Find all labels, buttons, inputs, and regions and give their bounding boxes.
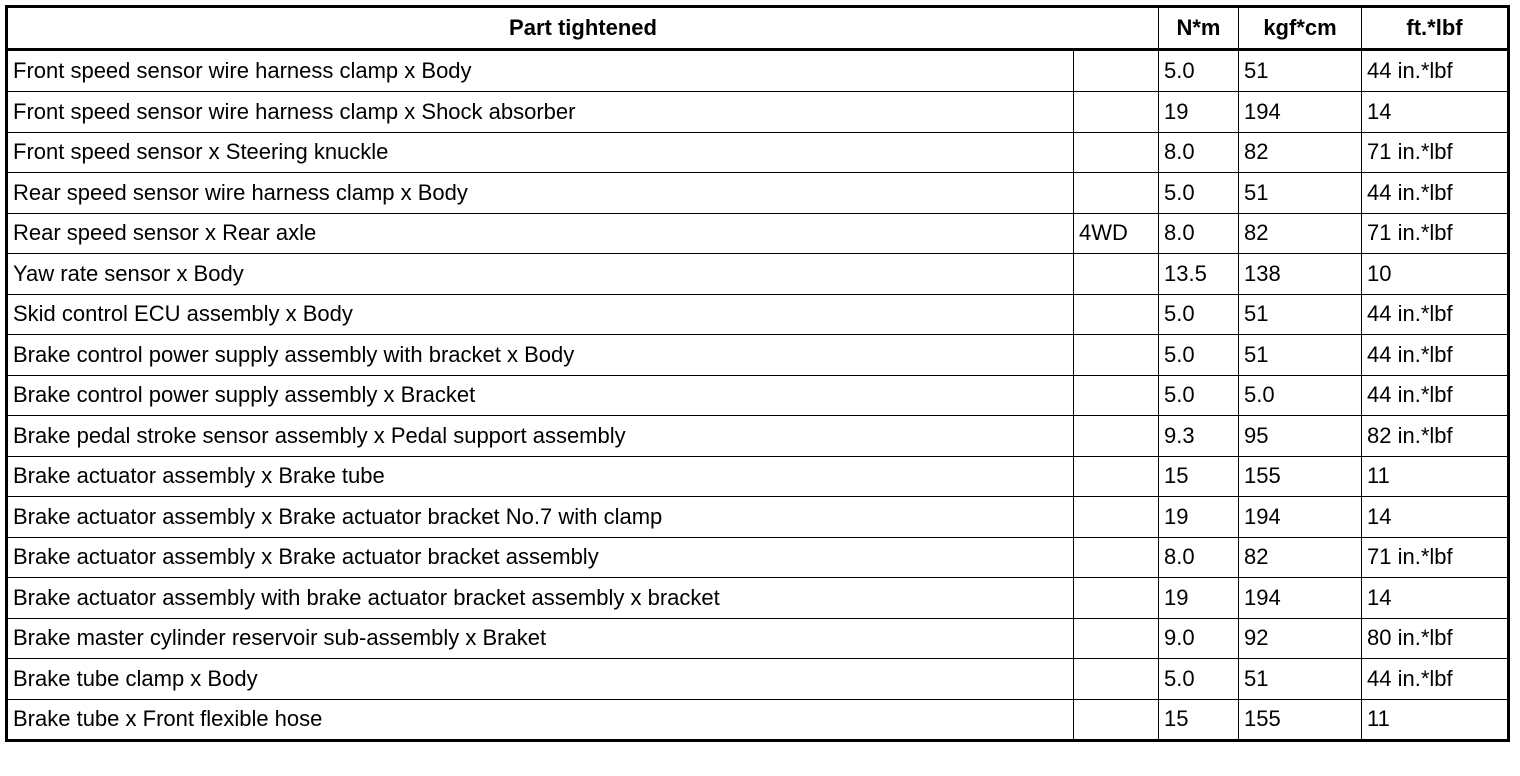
ftlbf-cell: 44 in.*lbf xyxy=(1362,335,1509,376)
kgfcm-cell: 194 xyxy=(1239,578,1362,619)
table-row xyxy=(7,416,1509,457)
kgfcm-cell: 92 xyxy=(1239,618,1362,659)
note-cell xyxy=(1074,50,1159,92)
kgfcm-cell: 155 xyxy=(1239,456,1362,497)
part-cell: Front speed sensor x Steering knuckle xyxy=(7,132,1074,173)
ftlbf-cell: 44 in.*lbf xyxy=(1362,659,1509,700)
nm-cell: 15 xyxy=(1159,456,1239,497)
part-cell: Brake actuator assembly with brake actuator bracket assembly x bracket xyxy=(7,578,1074,619)
note-cell xyxy=(1074,173,1159,214)
note-cell xyxy=(1074,497,1159,538)
note-cell xyxy=(1074,578,1159,619)
kgfcm-cell: 51 xyxy=(1239,173,1362,214)
nm-cell: 5.0 xyxy=(1159,294,1239,335)
part-cell: Brake pedal stroke sensor assembly x Pedal support assembly xyxy=(7,416,1074,457)
part-cell: Brake tube x Front flexible hose xyxy=(7,699,1074,741)
nm-cell: 8.0 xyxy=(1159,213,1239,254)
note-cell xyxy=(1074,132,1159,173)
note-cell xyxy=(1074,335,1159,376)
nm-cell: 9.0 xyxy=(1159,618,1239,659)
nm-cell: 5.0 xyxy=(1159,375,1239,416)
nm-cell: 8.0 xyxy=(1159,132,1239,173)
note-cell xyxy=(1074,92,1159,133)
kgfcm-cell: 51 xyxy=(1239,294,1362,335)
kgfcm-cell: 51 xyxy=(1239,50,1362,92)
part-cell: Front speed sensor wire harness clamp x Shock absorber xyxy=(7,92,1074,133)
kgfcm-cell: 194 xyxy=(1239,497,1362,538)
ftlbf-cell: 14 xyxy=(1362,497,1509,538)
table-row xyxy=(7,173,1509,214)
table-row xyxy=(7,213,1509,254)
table-row xyxy=(7,335,1509,376)
header-ftlbf: ft.*lbf xyxy=(1362,7,1509,50)
part-cell: Brake tube clamp x Body xyxy=(7,659,1074,700)
note-cell xyxy=(1074,537,1159,578)
kgfcm-cell: 95 xyxy=(1239,416,1362,457)
part-cell: Brake master cylinder reservoir sub-assembly x Braket xyxy=(7,618,1074,659)
table-row xyxy=(7,50,1509,92)
part-cell: Brake actuator assembly x Brake actuator bracket No.7 with clamp xyxy=(7,497,1074,538)
part-cell: Brake actuator assembly x Brake actuator bracket assembly xyxy=(7,537,1074,578)
nm-cell: 13.5 xyxy=(1159,254,1239,295)
note-cell xyxy=(1074,294,1159,335)
kgfcm-cell: 51 xyxy=(1239,335,1362,376)
part-cell: Front speed sensor wire harness clamp x Body xyxy=(7,50,1074,92)
kgfcm-cell: 194 xyxy=(1239,92,1362,133)
nm-cell: 9.3 xyxy=(1159,416,1239,457)
table-row xyxy=(7,699,1509,741)
nm-cell: 19 xyxy=(1159,92,1239,133)
nm-cell: 5.0 xyxy=(1159,50,1239,92)
table-row xyxy=(7,618,1509,659)
table-row xyxy=(7,294,1509,335)
ftlbf-cell: 71 in.*lbf xyxy=(1362,213,1509,254)
ftlbf-cell: 14 xyxy=(1362,92,1509,133)
note-cell xyxy=(1074,456,1159,497)
kgfcm-cell: 5.0 xyxy=(1239,375,1362,416)
part-cell: Rear speed sensor x Rear axle xyxy=(7,213,1074,254)
note-cell: 4WD xyxy=(1074,213,1159,254)
table-row xyxy=(7,375,1509,416)
nm-cell: 19 xyxy=(1159,578,1239,619)
table-row xyxy=(7,92,1509,133)
note-cell xyxy=(1074,618,1159,659)
ftlbf-cell: 10 xyxy=(1362,254,1509,295)
ftlbf-cell: 80 in.*lbf xyxy=(1362,618,1509,659)
part-cell: Yaw rate sensor x Body xyxy=(7,254,1074,295)
nm-cell: 19 xyxy=(1159,497,1239,538)
ftlbf-cell: 11 xyxy=(1362,699,1509,741)
ftlbf-cell: 71 in.*lbf xyxy=(1362,132,1509,173)
kgfcm-cell: 51 xyxy=(1239,659,1362,700)
table-row xyxy=(7,578,1509,619)
nm-cell: 5.0 xyxy=(1159,659,1239,700)
kgfcm-cell: 138 xyxy=(1239,254,1362,295)
part-cell: Rear speed sensor wire harness clamp x Body xyxy=(7,173,1074,214)
header-part-tightened: Part tightened xyxy=(7,7,1159,50)
ftlbf-cell: 44 in.*lbf xyxy=(1362,375,1509,416)
part-cell: Brake control power supply assembly with bracket x Body xyxy=(7,335,1074,376)
table-row xyxy=(7,497,1509,538)
note-cell xyxy=(1074,375,1159,416)
table-row xyxy=(7,254,1509,295)
header-kgfcm: kgf*cm xyxy=(1239,7,1362,50)
table-row xyxy=(7,132,1509,173)
ftlbf-cell: 11 xyxy=(1362,456,1509,497)
ftlbf-cell: 44 in.*lbf xyxy=(1362,294,1509,335)
part-cell: Brake control power supply assembly x Bracket xyxy=(7,375,1074,416)
ftlbf-cell: 44 in.*lbf xyxy=(1362,173,1509,214)
header-nm: N*m xyxy=(1159,7,1239,50)
table-header-row xyxy=(7,7,1509,50)
nm-cell: 5.0 xyxy=(1159,335,1239,376)
kgfcm-cell: 82 xyxy=(1239,537,1362,578)
note-cell xyxy=(1074,659,1159,700)
note-cell xyxy=(1074,254,1159,295)
note-cell xyxy=(1074,699,1159,741)
kgfcm-cell: 155 xyxy=(1239,699,1362,741)
note-cell xyxy=(1074,416,1159,457)
kgfcm-cell: 82 xyxy=(1239,213,1362,254)
part-cell: Brake actuator assembly x Brake tube xyxy=(7,456,1074,497)
torque-spec-table xyxy=(5,5,1510,742)
part-cell: Skid control ECU assembly x Body xyxy=(7,294,1074,335)
ftlbf-cell: 44 in.*lbf xyxy=(1362,50,1509,92)
table-row xyxy=(7,659,1509,700)
table-row xyxy=(7,456,1509,497)
ftlbf-cell: 14 xyxy=(1362,578,1509,619)
nm-cell: 15 xyxy=(1159,699,1239,741)
ftlbf-cell: 82 in.*lbf xyxy=(1362,416,1509,457)
ftlbf-cell: 71 in.*lbf xyxy=(1362,537,1509,578)
nm-cell: 5.0 xyxy=(1159,173,1239,214)
nm-cell: 8.0 xyxy=(1159,537,1239,578)
table-row xyxy=(7,537,1509,578)
kgfcm-cell: 82 xyxy=(1239,132,1362,173)
